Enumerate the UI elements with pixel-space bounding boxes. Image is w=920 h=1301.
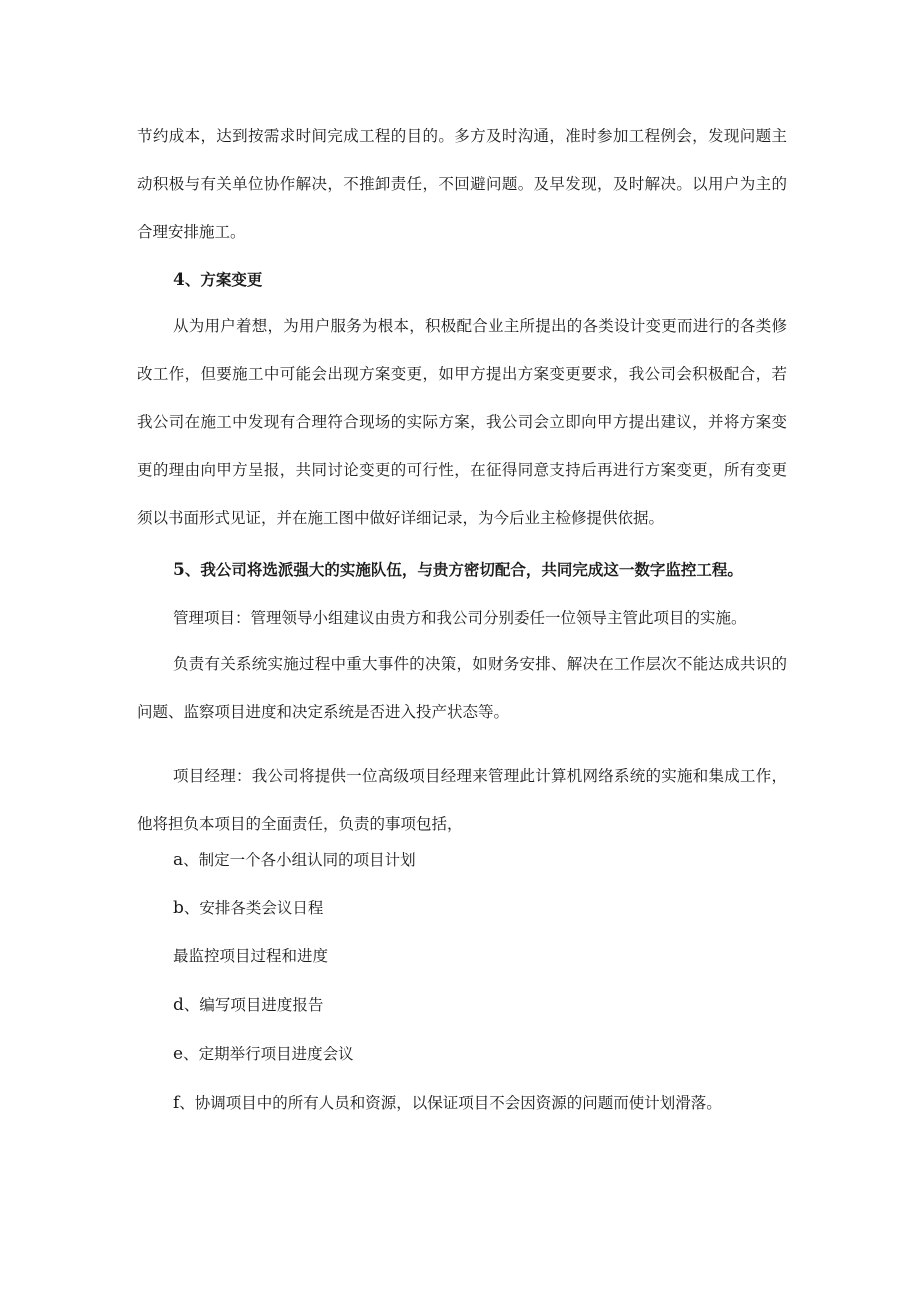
paragraph-cost-saving: 节约成本，达到按需求时间完成工程的目的。多方及时沟通，准时参加工程例会，发现问题主动积极与有关单位协作解决，不推卸责任，不回避问题。及早发现，及时解决。以用户为主的合理安排施工。 — [137, 127, 787, 241]
paragraph-project-manager: 项目经理：我公司将提供一位高级项目经理来管理此计算机网络系统的实施和集成工作，他将担负本项目的全面责任，负责的事项包括， — [137, 767, 787, 833]
heading-5-text: 、我公司将选派强大的实施队伍，与贵方密切配合，共同完成这一数字监控工程。 — [184, 561, 743, 579]
paragraph-decision-responsibility: 负责有关系统实施过程中重大事件的决策，如财务安排、解决在工作层次不能达成共识的问题、监察项目进度和决定系统是否进入投产状态等。 — [137, 655, 787, 721]
list-item-e-letter: e — [173, 1044, 184, 1064]
list-item-f-text: 、协调项目中的所有人员和资源，以保证项目不会因资源的问题而使计划滑落。 — [179, 1094, 722, 1112]
list-item-b-letter: b — [173, 898, 184, 918]
paragraph-plan-change: 从为用户着想，为用户服务为根本，积极配合业主所提出的各类设计变更而进行的各类修改工作，但要施工中可能会出现方案变更，如甲方提出方案变更要求，我公司会积极配合，若我公司在施工中发现有合理符合现场的实际方案，我公司会立即向甲方提出建议，并将方案变更的理由向甲方呈报，共同讨论变更的可行性，在征得同意支持后再进行方案变更，所有变更须以书面形式见证，并在施工图中做好详细记录，为今后业主检修提供依据。 — [137, 317, 787, 527]
heading-4-plan-change — [173, 268, 262, 292]
heading-5-number: 5 — [173, 560, 185, 580]
list-item-d — [173, 993, 323, 1017]
list-item-e-text: 、定期举行项目进度会议 — [183, 1045, 354, 1063]
paragraph-management-project: 管理项目：管理领导小组建议由贵方和我公司分别委任一位领导主管此项目的实施。 — [173, 609, 747, 627]
heading-4-text: 、方案变更 — [184, 271, 263, 289]
list-item-a-text: 、制定一个各小组认同的项目计划 — [183, 851, 416, 869]
list-item-a — [173, 848, 416, 872]
list-item-b — [173, 896, 323, 920]
heading-4-number: 4 — [173, 270, 185, 290]
list-item-f — [173, 1091, 722, 1115]
list-item-a-letter: a — [173, 850, 184, 870]
list-item-d-text: 、编写项目进度报告 — [183, 996, 324, 1014]
list-item-f-letter: f — [173, 1093, 180, 1113]
heading-5-team — [173, 558, 743, 582]
list-item-c: 最监控项目过程和进度 — [173, 947, 329, 965]
list-item-d-letter: d — [173, 995, 184, 1015]
list-item-e — [173, 1042, 354, 1066]
list-item-b-text: 、安排各类会议日程 — [183, 899, 324, 917]
